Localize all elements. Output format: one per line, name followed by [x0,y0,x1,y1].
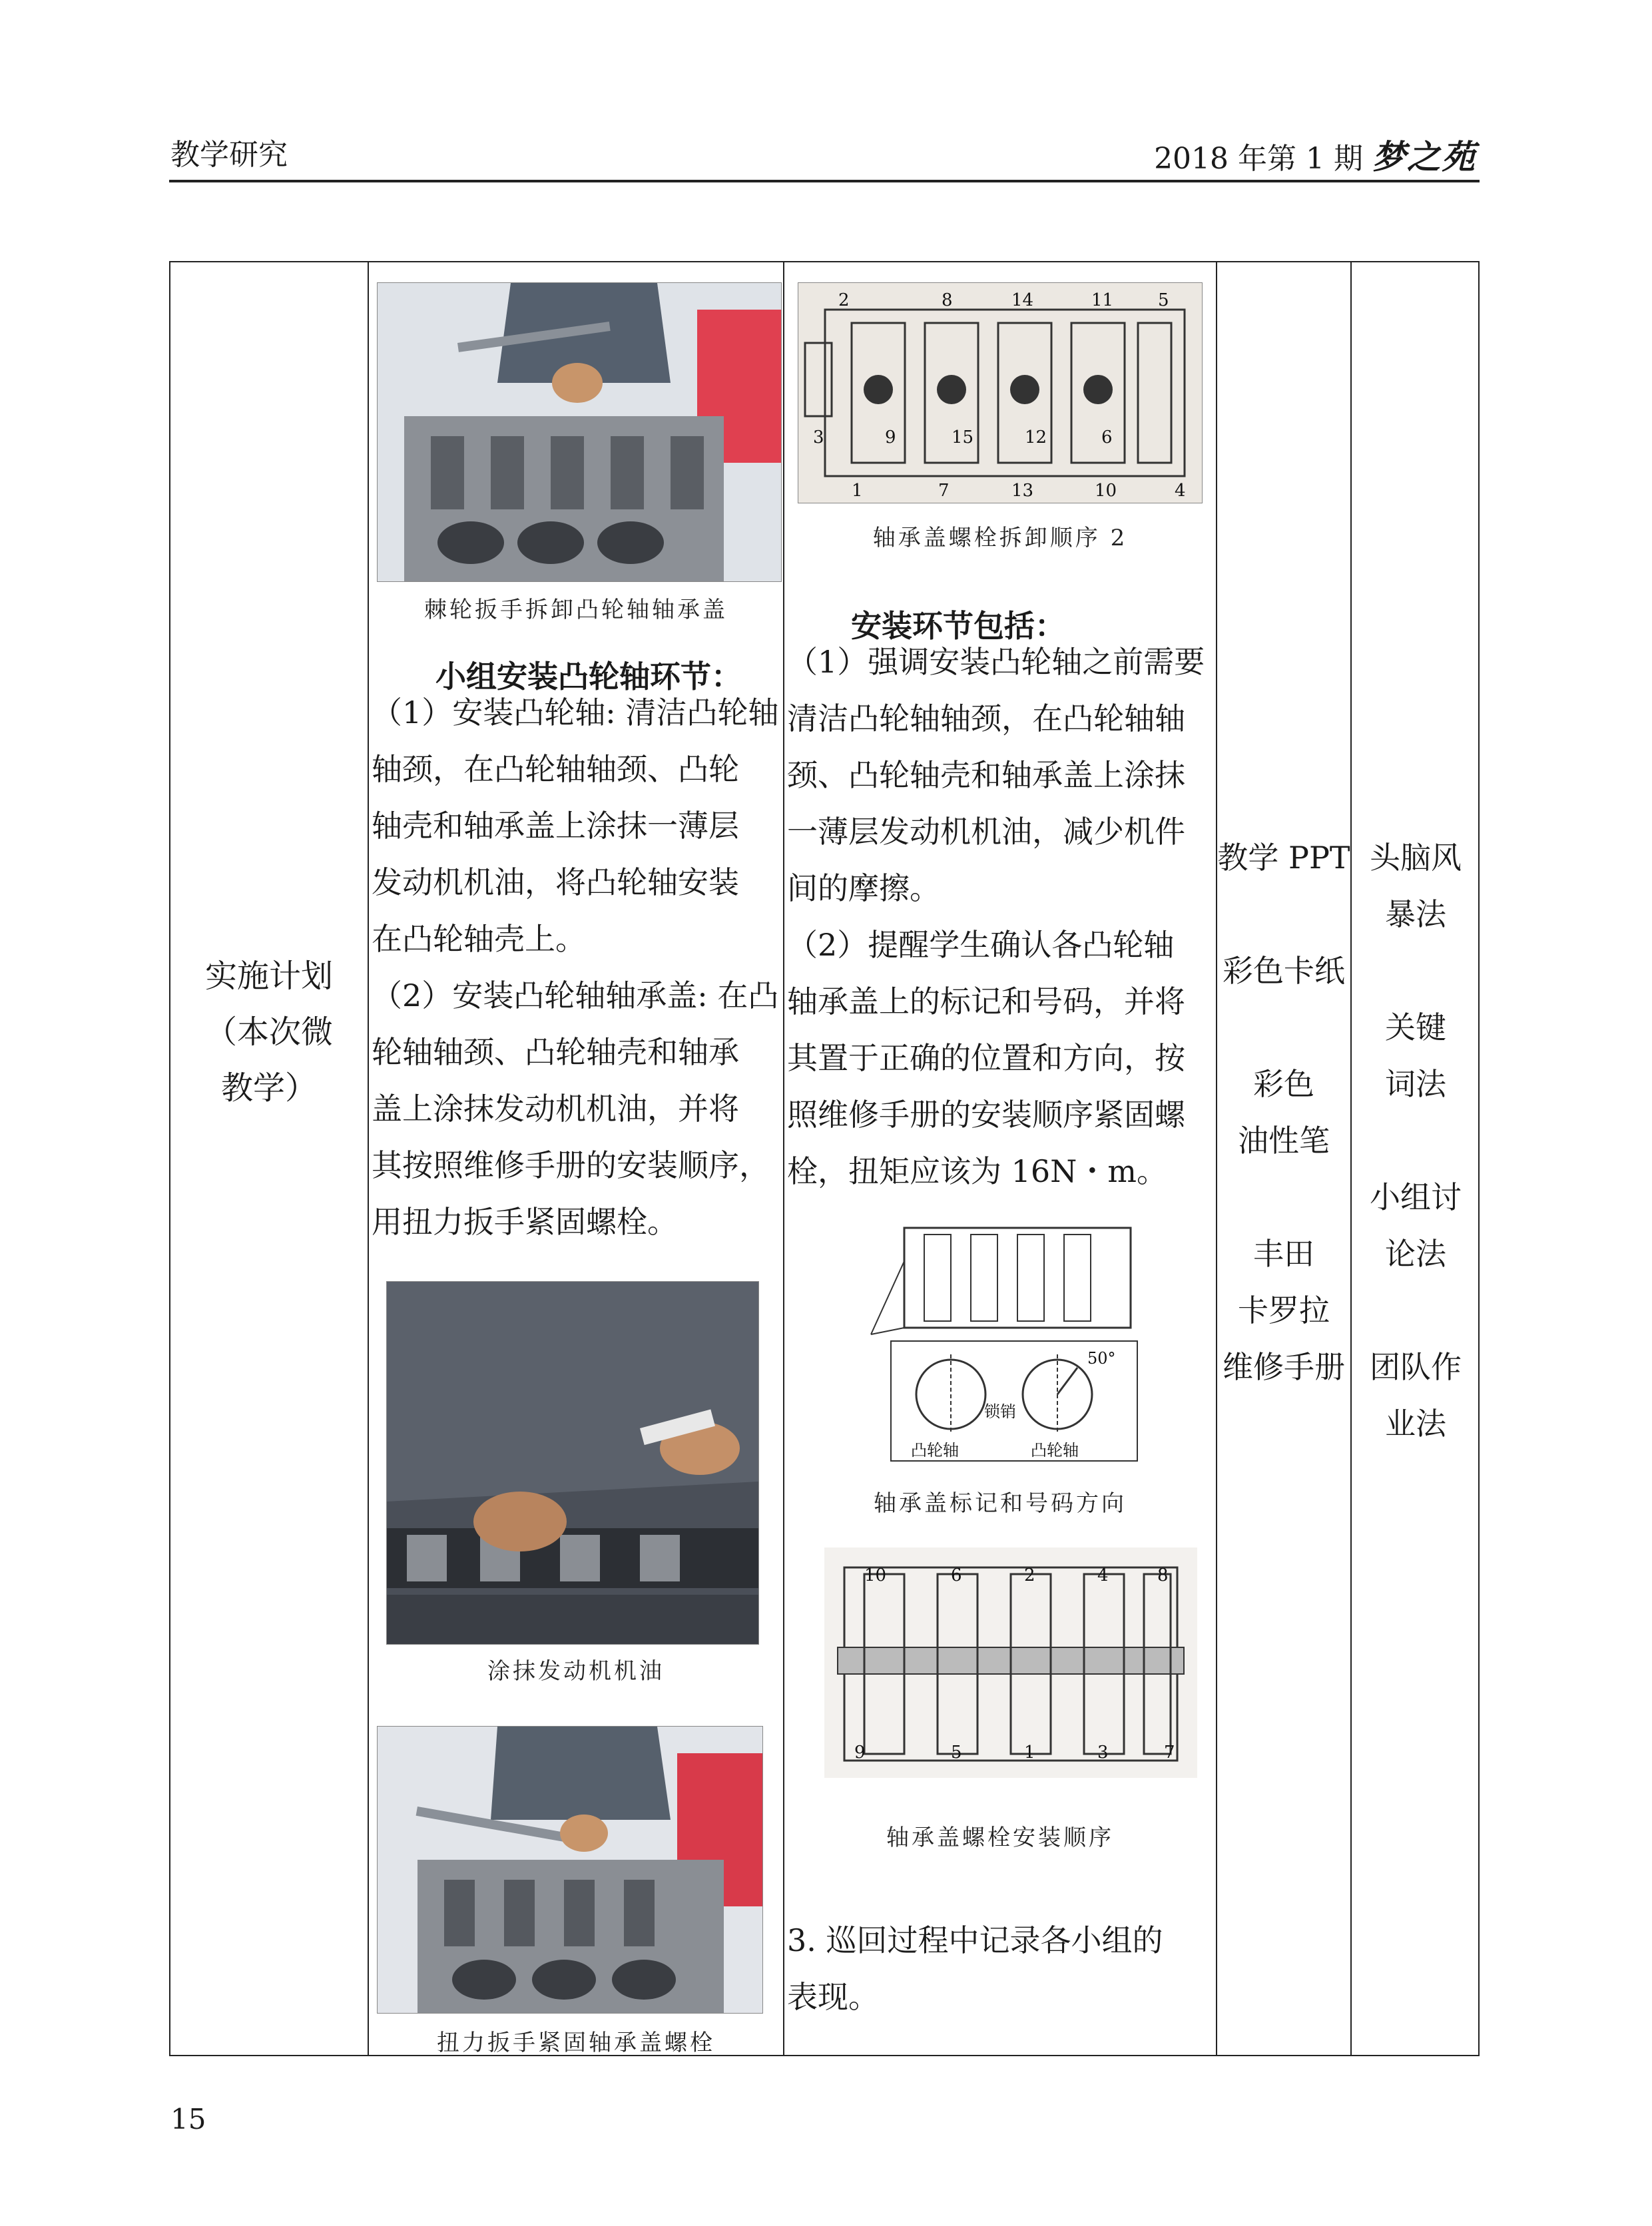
teacher-activity-column [784,262,1216,2055]
apply-oil-photo [386,1281,759,1645]
method-item: 团队作 [1370,1349,1462,1385]
material-item: 丰田 [1253,1236,1314,1272]
text-line: 轮轴轴颈、凸轮轴壳和轴承 [372,1034,739,1070]
text-line: 轴颈，在凸轮轴轴颈、凸轮 [372,751,739,787]
bolt-number: 7 [1164,1743,1175,1763]
photo-caption: 扭力扳手紧固轴承盖螺栓 [437,2030,715,2056]
material-item: 油性笔 [1238,1123,1330,1159]
installation-order-diagram [824,1547,1197,1778]
method-item: 小组讨 [1370,1179,1462,1215]
text-line: 轴壳和轴承盖上涂抹一薄层 [372,808,739,844]
cap-marking-diagram [864,1221,1144,1468]
text-line: 3. 巡回过程中记录各小组的 [787,1922,1163,1958]
bolt-number: 5 [1158,290,1169,310]
diagram-caption: 轴承盖螺栓拆卸顺序 2 [872,525,1128,551]
bolt-number: 3 [813,427,824,447]
text-line: 盖上涂抹发动机机油，并将 [372,1091,739,1127]
text-line: 清洁凸轮轴轴颈，在凸轮轴轴 [787,700,1185,736]
text-line: 发动机机油，将凸轮轴安装 [372,864,739,900]
text-line: 一薄层发动机机油，减少机件 [787,814,1185,850]
material-item: 彩色 [1253,1066,1314,1102]
page-number: 15 [170,2103,206,2135]
lesson-plan-table [169,261,1480,2056]
ratchet-wrench-photo [377,282,782,582]
student-activity-column [369,262,783,2055]
text-line: 表现。 [787,1979,879,2015]
bolt-number: 9 [854,1743,866,1763]
stage-line: （本次微 [204,1013,333,1051]
bolt-number: 6 [951,1565,962,1585]
text-line: （1）安装凸轮轴: 清洁凸轮轴 [372,695,779,730]
bolt-number: 5 [951,1743,962,1763]
text-line: 其按照维修手册的安装顺序， [372,1147,770,1183]
angle-label: 50° [1087,1349,1116,1368]
bolt-number: 1 [1024,1743,1035,1763]
method-item: 论法 [1385,1236,1446,1272]
torque-wrench-photo [377,1726,763,2014]
teacher-paragraph [787,634,1205,1200]
material-item: 维修手册 [1223,1349,1345,1385]
stage-line: 实施计划 [204,958,333,995]
section-heading: 小组安装凸轮轴环节： [435,659,742,695]
lock-pin-label: 锁销 [984,1402,1016,1421]
stage-label [170,948,368,1116]
bolt-number: 10 [864,1565,887,1585]
text-line: 照维修手册的安装顺序紧固螺 [787,1097,1185,1133]
header-rule [169,180,1480,182]
method-item: 暴法 [1385,896,1446,932]
text-line: 间的摩擦。 [787,870,940,906]
text-line: 在凸轮轴壳上。 [372,921,586,957]
methods-column [1352,262,1480,2055]
bolt-number: 1 [852,481,863,501]
text-line: 轴承盖上的标记和号码，并将 [787,983,1185,1019]
bolt-number: 4 [1097,1565,1109,1585]
bolt-number: 14 [1011,290,1034,310]
issue-label: 2018 年第 1 期 [1154,142,1363,176]
text-line: （2）安装凸轮轴轴承盖: 在凸 [372,977,779,1013]
section-heading: 安装环节包括： [851,608,1065,644]
bolt-number: 2 [1024,1565,1035,1585]
running-header-section: 教学研究 [170,138,288,172]
journal-logo: 梦之苑 [1372,137,1476,176]
material-item: 彩色卡纸 [1223,953,1345,989]
camshaft-label: 凸轮轴 [911,1441,959,1460]
materials-column [1217,262,1350,2055]
bolt-number: 9 [885,427,896,447]
bolt-number: 4 [1175,481,1186,501]
bolt-number: 10 [1095,481,1117,501]
text-line: （2）提醒学生确认各凸轮轴 [787,927,1175,963]
bolt-number: 7 [938,481,950,501]
method-item: 业法 [1385,1406,1446,1442]
text-line: 用扭力扳手紧固螺栓。 [372,1204,678,1240]
bolt-number: 8 [1157,1565,1169,1585]
stage-column [170,262,368,2055]
photo-caption: 涂抹发动机机油 [487,1658,665,1685]
bolt-number: 8 [942,290,953,310]
diagram-caption: 轴承盖标记和号码方向 [874,1490,1127,1517]
material-item: 卡罗拉 [1238,1292,1330,1328]
bolt-number: 2 [838,290,850,310]
activity-paragraph [372,685,778,1251]
closing-paragraph [787,1912,1163,2026]
bolt-number: 6 [1101,427,1113,447]
method-item: 关键 [1385,1009,1446,1045]
text-line: 其置于正确的位置和方向，按 [787,1040,1185,1076]
diagram-caption: 轴承盖螺栓安装顺序 [886,1824,1114,1851]
photo-caption: 棘轮扳手拆卸凸轮轴轴承盖 [424,597,728,623]
running-header-issue [1154,131,1476,178]
removal-order-diagram [798,282,1203,503]
camshaft-label: 凸轮轴 [1031,1441,1079,1460]
bolt-number: 12 [1025,427,1047,447]
text-line: （1）强调安装凸轮轴之前需要 [787,644,1205,680]
text-line: 栓，扭矩应该为 16N・m。 [787,1153,1168,1189]
method-item: 词法 [1385,1066,1446,1102]
material-item: 教学 PPT [1217,840,1350,876]
bolt-number: 11 [1091,290,1114,310]
bolt-number: 3 [1097,1743,1109,1763]
method-item: 头脑风 [1370,840,1462,876]
bolt-number: 15 [952,427,974,447]
bolt-number: 13 [1011,481,1034,501]
stage-line: 教学） [220,1069,317,1107]
text-line: 颈、凸轮轴壳和轴承盖上涂抹 [787,757,1185,793]
